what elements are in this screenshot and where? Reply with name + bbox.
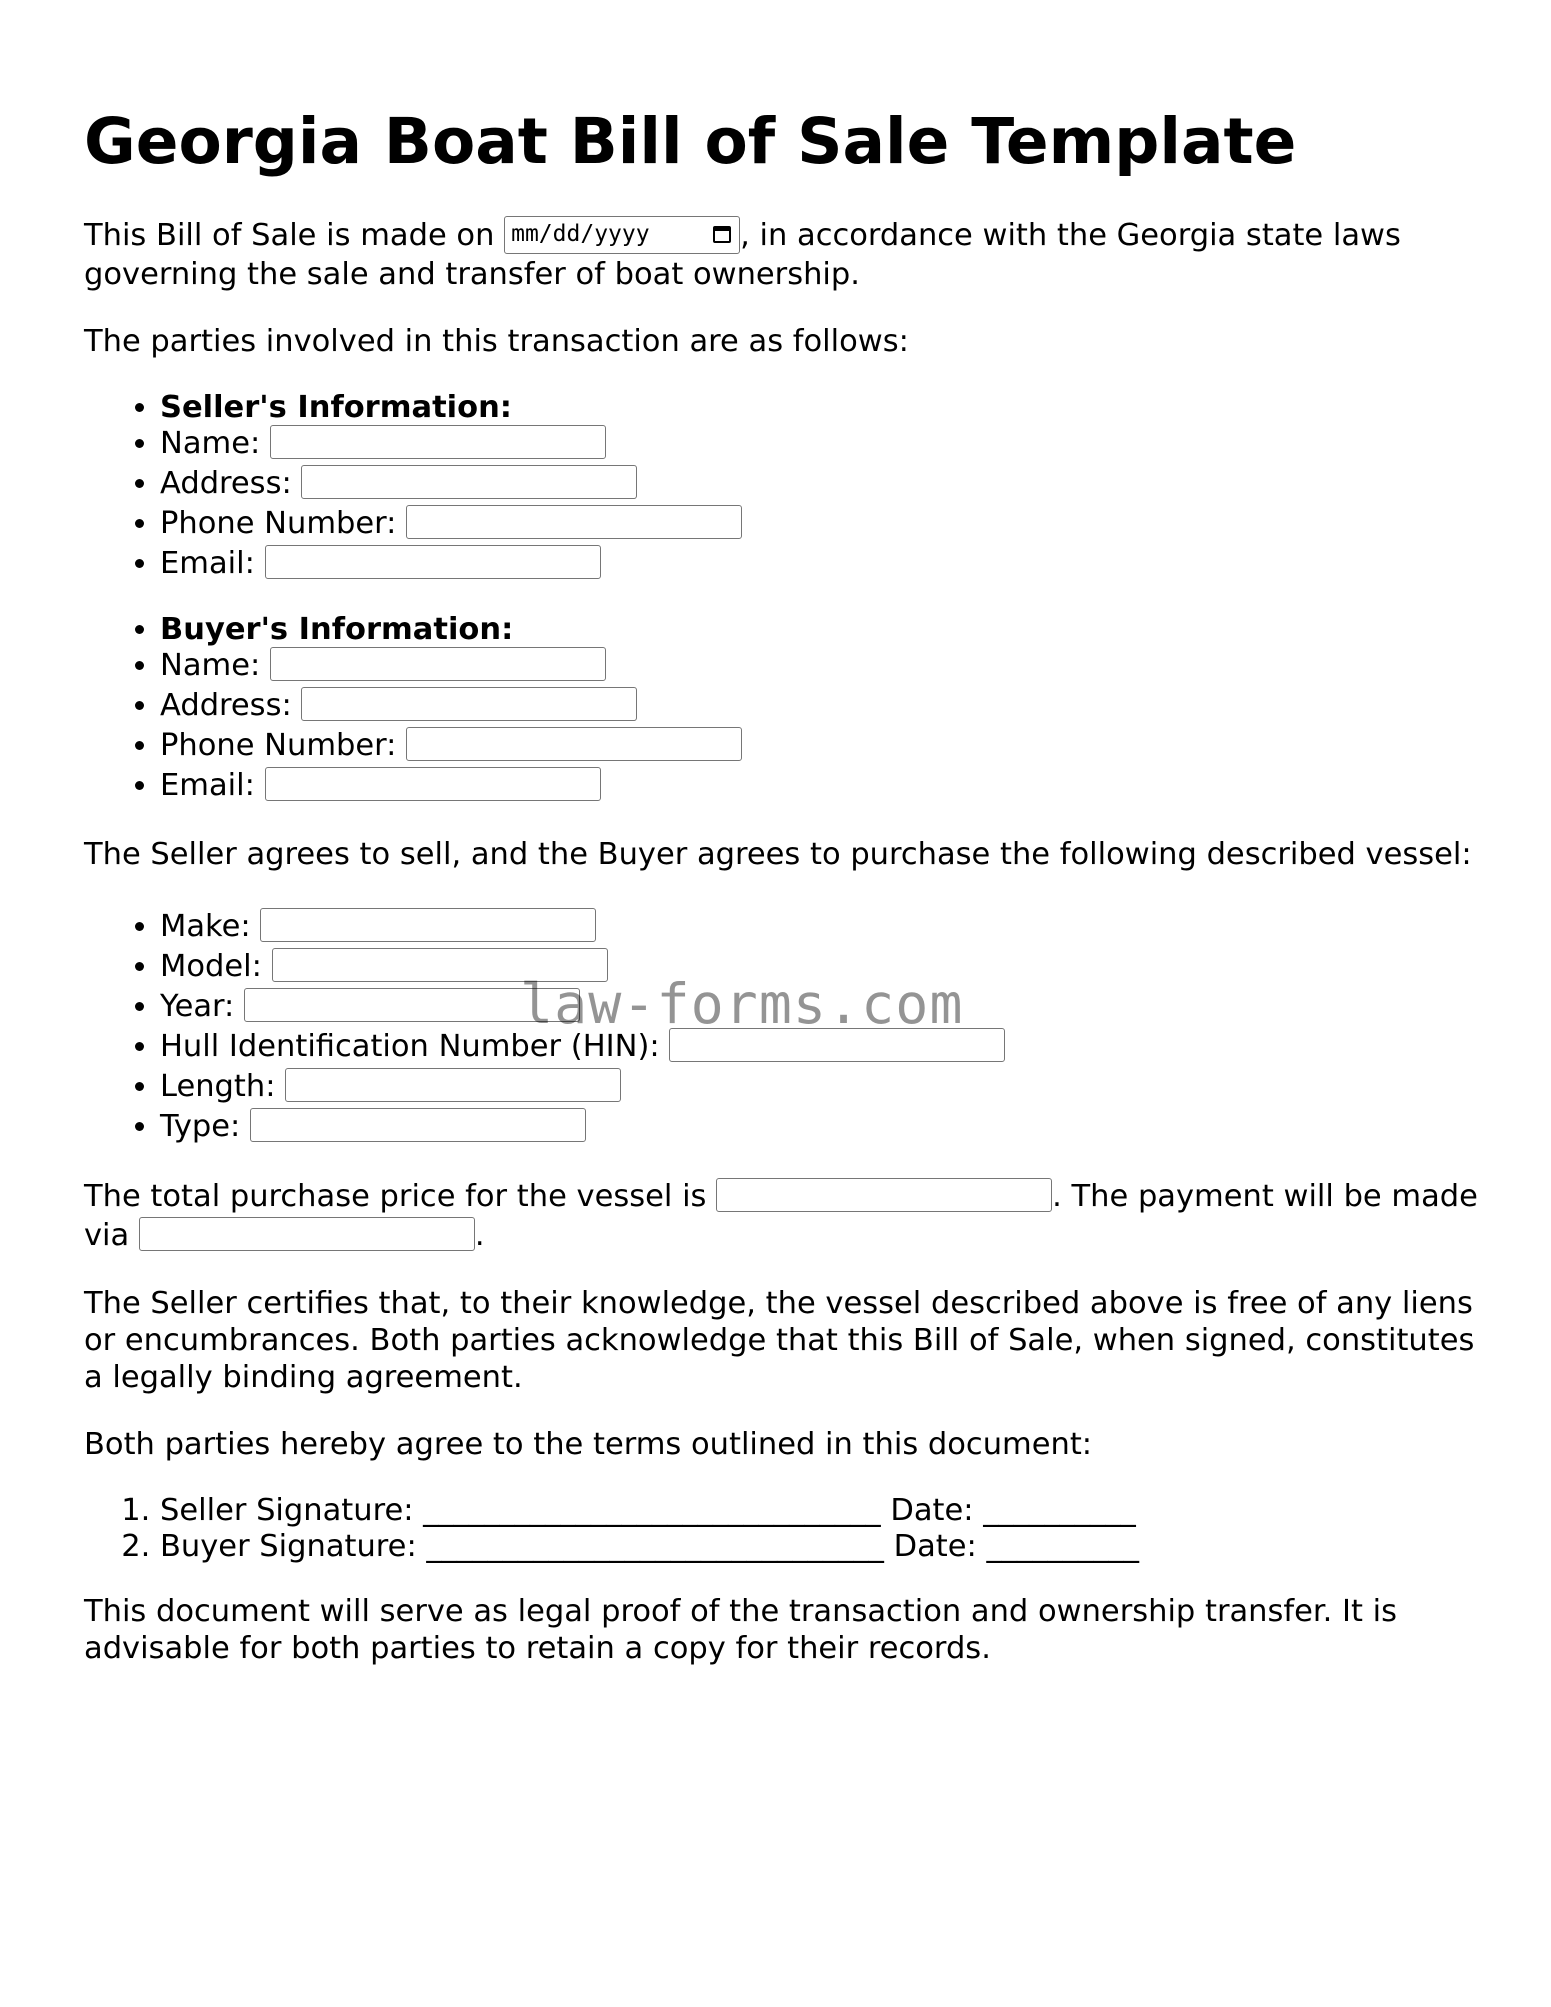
vessel-model-item [160, 947, 1484, 987]
buyer-signature-line: 2. Buyer Signature: ______________________________ Date: __________ [160, 1529, 1484, 1565]
seller-address-item [160, 464, 1484, 504]
seller-signature-line: 1. Seller Signature: ______________________________ Date: __________ [160, 1493, 1484, 1529]
seller-email-item [160, 544, 1484, 584]
buyer-address-label: Address: [160, 687, 292, 723]
intro-text-after: , in accordance with the Georgia state laws governing the sale and transfer of boat ownership. [84, 218, 1401, 292]
buyer-phone-item [160, 726, 1484, 766]
vessel-type-label: Type: [160, 1108, 241, 1144]
vessel-info-list [84, 907, 1484, 1147]
seller-address-input[interactable] [301, 465, 637, 499]
buyer-heading: • Buyer's Information: [160, 612, 1484, 646]
vessel-intro: The Seller agrees to sell, and the Buyer agrees to purchase the following described vessel: [84, 836, 1472, 872]
buyer-name-item [160, 646, 1484, 686]
intro-paragraph [84, 217, 1484, 293]
seller-name-label: Name: [160, 425, 261, 461]
payment-method-input[interactable] [139, 1217, 475, 1251]
buyer-phone-label: Phone Number: [160, 727, 397, 763]
vessel-make-item [160, 907, 1484, 947]
date-placeholder: mm/dd/yyyy [511, 220, 650, 247]
buyer-email-label: Email: [160, 767, 255, 803]
watermark: law-forms.com [520, 972, 964, 1036]
agree-terms-paragraph: Both parties hereby agree to the terms outlined in this document: [84, 1426, 1093, 1462]
calendar-icon[interactable] [713, 226, 731, 243]
vessel-type-item [160, 1107, 1484, 1147]
price-text-after: . [474, 1217, 485, 1253]
seller-email-input[interactable] [265, 545, 601, 579]
buyer-name-input[interactable] [270, 647, 606, 681]
sale-date-input[interactable] [504, 216, 740, 254]
vessel-hin-item [160, 1027, 1484, 1067]
vessel-type-input[interactable] [250, 1108, 586, 1142]
vessel-model-input[interactable] [272, 948, 608, 982]
buyer-address-input[interactable] [301, 687, 637, 721]
document-page [84, 0, 1484, 1667]
vessel-length-item [160, 1067, 1484, 1107]
buyer-email-item [160, 766, 1484, 806]
seller-phone-item [160, 504, 1484, 544]
intro-text-before: This Bill of Sale is made on [84, 218, 505, 253]
vessel-hin-label: Hull Identification Number (HIN): [160, 1028, 660, 1064]
seller-phone-input[interactable] [406, 505, 742, 539]
closing-paragraph: This document will serve as legal proof of the transaction and ownership transfer. It is advisable for both parties to retain a copy for their records. [84, 1593, 1398, 1666]
seller-phone-label: Phone Number: [160, 505, 397, 541]
buyer-info-list [84, 612, 1484, 806]
vessel-year-input[interactable] [244, 988, 580, 1022]
vessel-length-label: Length: [160, 1068, 276, 1104]
seller-info-list [84, 390, 1484, 584]
vessel-year-item [160, 987, 1484, 1027]
vessel-hin-input[interactable] [669, 1028, 1005, 1062]
buyer-phone-input[interactable] [406, 727, 742, 761]
seller-name-input[interactable] [270, 425, 606, 459]
seller-name-item [160, 424, 1484, 464]
seller-email-label: Email: [160, 545, 255, 581]
purchase-price-input[interactable] [716, 1178, 1052, 1212]
certification-paragraph: The Seller certifies that, to their knowledge, the vessel described above is free of any liens or encumbrances. Both parties acknowledge that this Bill of Sale, when signed, constitutes a legally binding agreement. [84, 1285, 1475, 1395]
buyer-address-item [160, 686, 1484, 726]
vessel-make-label: Make: [160, 908, 251, 944]
vessel-model-label: Model: [160, 948, 262, 984]
vessel-year-label: Year: [160, 988, 235, 1024]
buyer-name-label: Name: [160, 647, 261, 683]
price-paragraph [84, 1177, 1484, 1255]
parties-intro: The parties involved in this transaction are as follows: [84, 323, 909, 359]
vessel-make-input[interactable] [260, 908, 596, 942]
seller-heading: • Seller's Information: [160, 390, 1484, 424]
vessel-length-input[interactable] [285, 1068, 621, 1102]
seller-address-label: Address: [160, 465, 292, 501]
document-title: Georgia Boat Bill of Sale Template [84, 105, 1297, 178]
price-text-before: The total purchase price for the vessel is [84, 1178, 717, 1214]
signature-list [84, 1493, 1484, 1565]
price-text-middle: . The payment will be made via [84, 1178, 1478, 1253]
buyer-email-input[interactable] [265, 767, 601, 801]
